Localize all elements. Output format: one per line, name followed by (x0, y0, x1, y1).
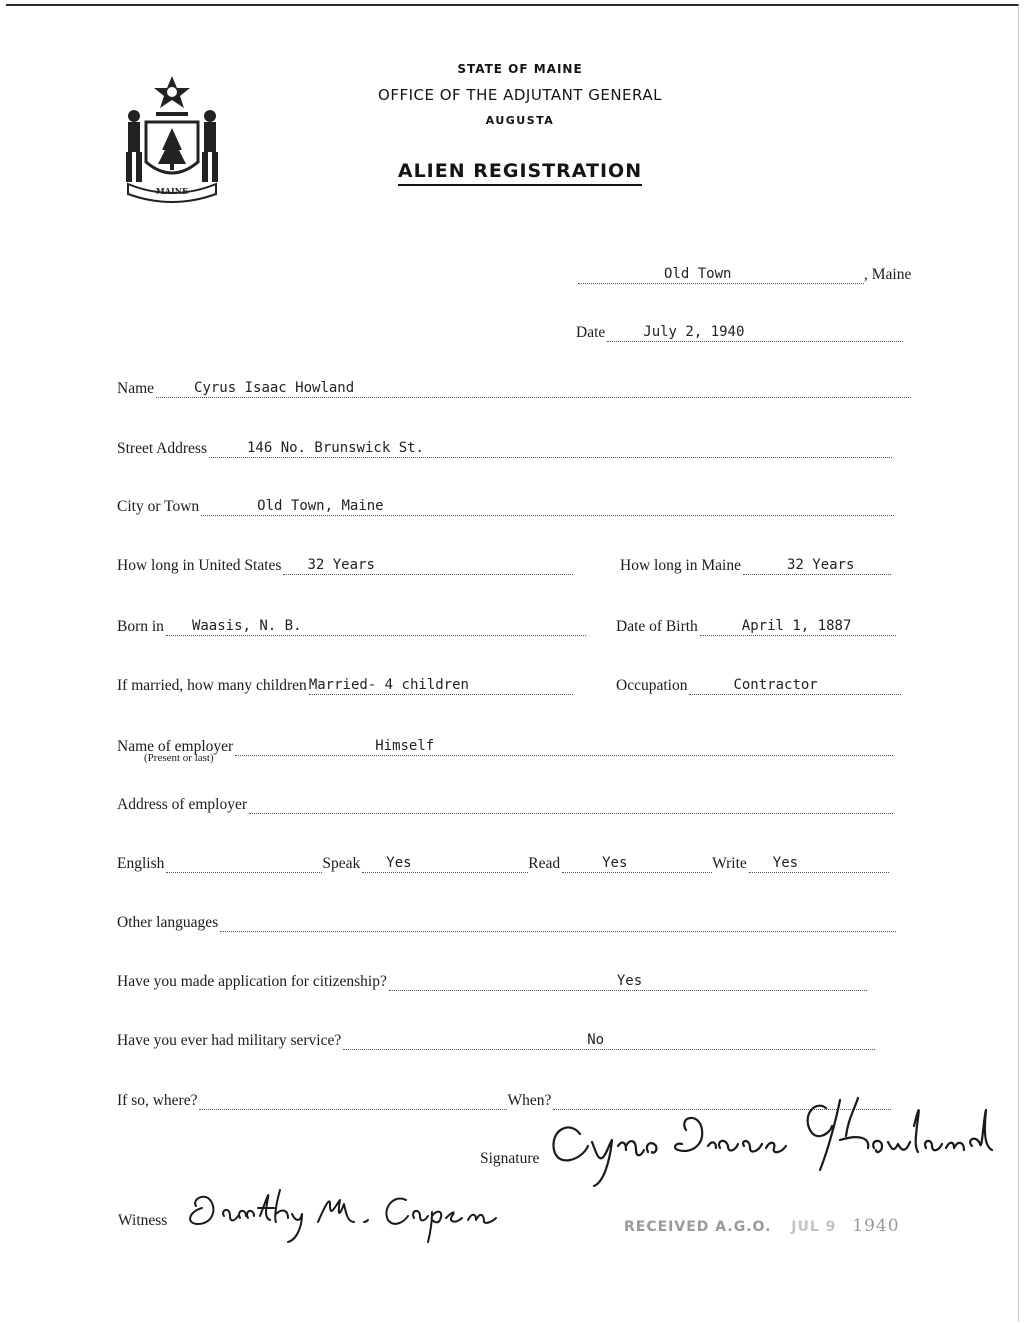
children-row (117, 669, 573, 695)
city-value: Old Town, Maine (257, 498, 384, 514)
other-languages-label: Other languages (117, 914, 219, 931)
street-row (117, 432, 892, 458)
us-time-row (117, 549, 573, 575)
signature-handwriting (540, 1090, 1000, 1190)
signature-row (480, 1142, 541, 1168)
witness-row (118, 1204, 169, 1230)
us-time-value: 32 Years (307, 557, 375, 573)
where-label: If so, where? (117, 1092, 198, 1109)
street-label: Street Address (117, 440, 207, 457)
dob-row (616, 610, 896, 636)
occupation-label: Occupation (616, 677, 688, 694)
place-row (578, 258, 913, 284)
read-label: Read (528, 855, 561, 872)
name-row (117, 372, 911, 398)
employer-sublabel: (Present or last) (144, 752, 214, 764)
date-label: Date (576, 324, 606, 341)
employer-value: Himself (375, 738, 435, 754)
employer-address-label: Address of employer (117, 796, 247, 813)
witness-handwriting (178, 1178, 518, 1248)
children-label: If married, how many children (117, 677, 307, 694)
name-label: Name (117, 380, 155, 397)
received-stamp (624, 1216, 900, 1236)
occupation-value: Contractor (733, 677, 818, 693)
employer-label: Name of employer (117, 738, 234, 755)
header-city: AUGUSTA (485, 114, 555, 127)
maine-time-label: How long in Maine (620, 557, 741, 574)
dob-value: April 1, 1887 (741, 618, 852, 634)
city-row (117, 490, 894, 516)
english-row (117, 847, 889, 873)
place-town-value: Old Town (664, 266, 732, 282)
svg-text:MAINE: MAINE (155, 186, 189, 196)
maine-time-value: 32 Years (786, 557, 855, 573)
date-value: July 2, 1940 (643, 324, 745, 340)
employer-address-row (117, 788, 893, 814)
other-languages-row (117, 906, 896, 932)
speak-label: Speak (322, 855, 361, 872)
place-suffix: , Maine (864, 266, 912, 283)
when-label: When? (507, 1092, 552, 1109)
street-value: 146 No. Brunswick St. (246, 440, 424, 456)
state-seal-icon (116, 72, 228, 204)
born-label: Born in (117, 618, 164, 635)
english-label: English (117, 855, 165, 872)
citizenship-row (117, 965, 867, 991)
citizenship-value: Yes (616, 973, 643, 989)
header-state: STATE OF MAINE (457, 62, 583, 76)
stamp-text: RECEIVED A.G.O. (624, 1219, 772, 1235)
write-value: Yes (772, 855, 799, 871)
header-office: OFFICE OF THE ADJUTANT GENERAL (378, 86, 662, 104)
read-value: Yes (602, 855, 628, 871)
form-title: ALIEN REGISTRATION (360, 160, 680, 182)
signature-label: Signature (480, 1150, 540, 1167)
occupation-row (616, 669, 901, 695)
military-row (117, 1024, 875, 1050)
military-label: Have you ever had military service? (117, 1032, 342, 1049)
children-value: Married- 4 children (308, 677, 469, 693)
stamp-year: 1940 (852, 1216, 900, 1236)
citizenship-label: Have you made application for citizenship? (117, 973, 387, 990)
military-value: No (587, 1032, 605, 1048)
dob-label: Date of Birth (616, 618, 698, 635)
us-time-label: How long in United States (117, 557, 282, 574)
write-label: Write (712, 855, 747, 872)
born-row (117, 610, 586, 636)
date-row (576, 316, 903, 342)
city-label: City or Town (117, 498, 200, 515)
born-value: Waasis, N. B. (191, 618, 302, 634)
speak-value: Yes (386, 855, 412, 871)
employer-row (117, 730, 893, 756)
name-value: Cyrus Isaac Howland (194, 380, 355, 396)
witness-label: Witness (118, 1212, 168, 1229)
stamp-date: JUL 9 (791, 1219, 837, 1235)
maine-time-row (620, 549, 891, 575)
